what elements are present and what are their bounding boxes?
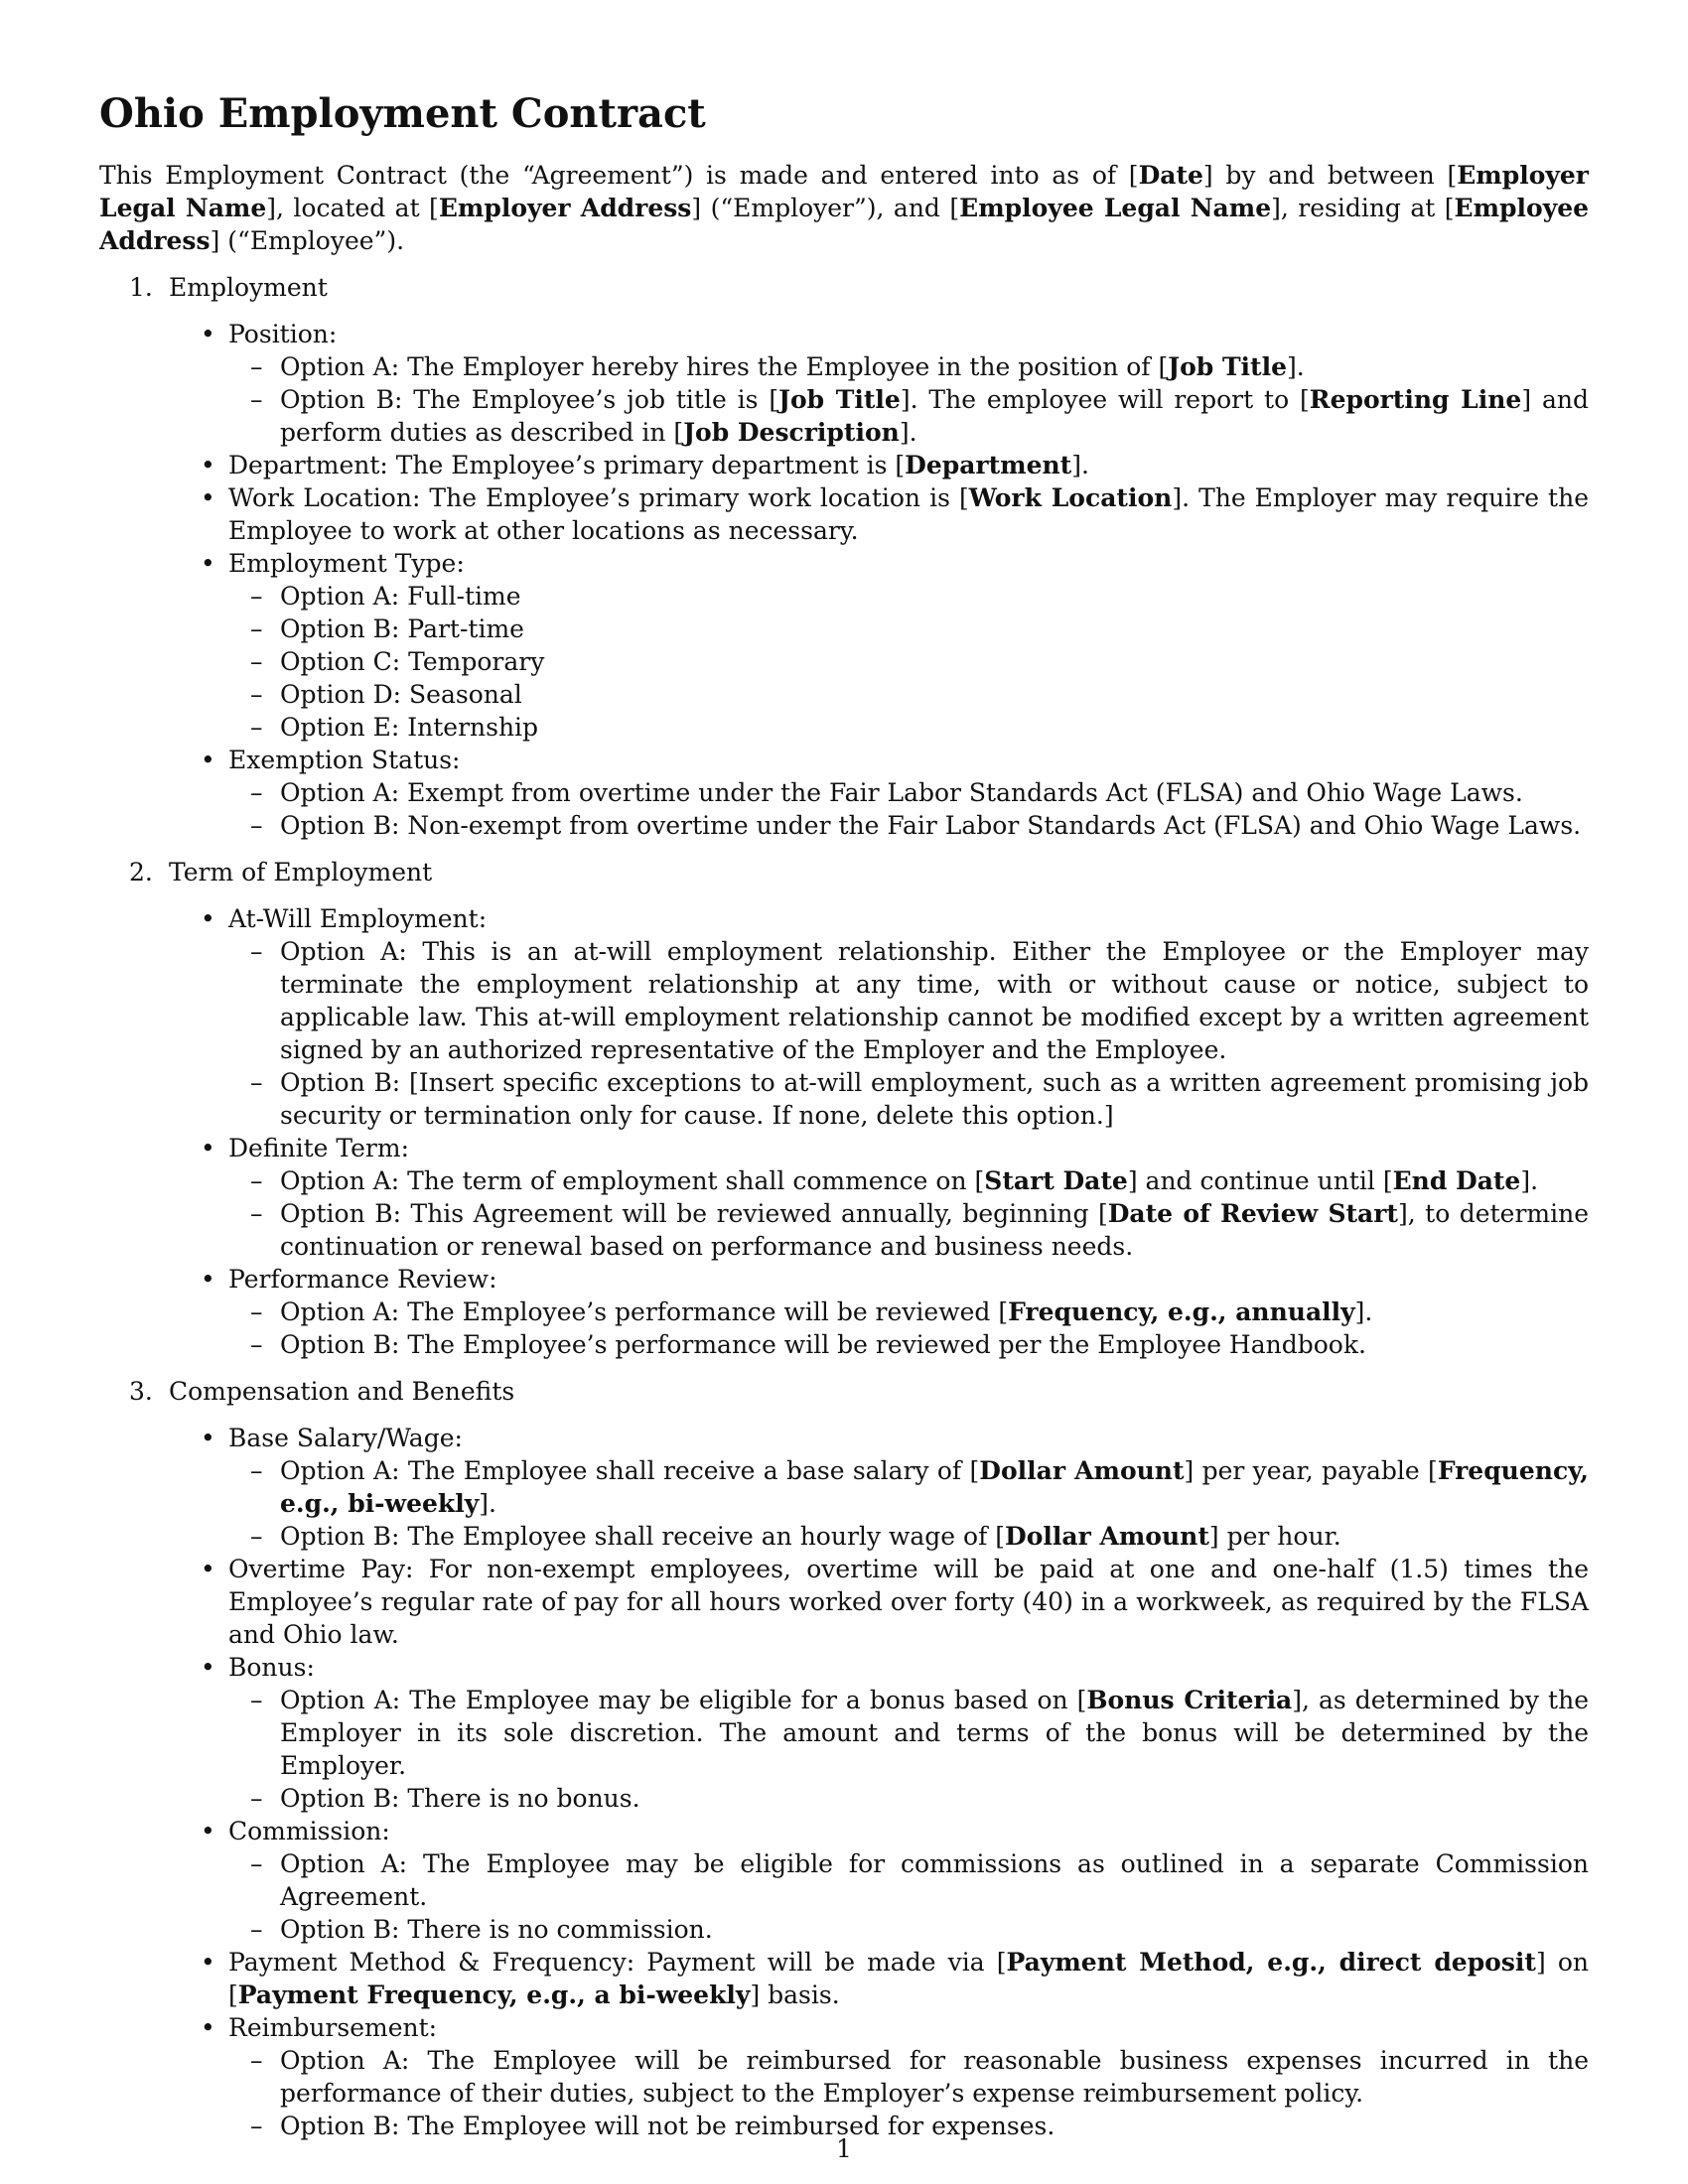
document-page	[99, 89, 1589, 2156]
option-item: – Option A: The Employee’s performance will be reviewed [Frequency, e.g., annually].	[280, 1296, 1589, 1328]
option-item: – Option B: The Employee’s job title is [Job Title]. The employee will report to [Reporting Line] and perform duties as described in [Job Description].	[280, 383, 1589, 449]
option-item: – Option A: The Employee may be eligible for a bonus based on [Bonus Criteria], as determined by the Employer in its sole discretion. The amount and terms of the bonus will be determined by the Employer.	[280, 1684, 1589, 1782]
clause-list	[99, 1422, 1589, 2142]
option-item: – Option B: This Agreement will be reviewed annually, beginning [Date of Review Start], to determine continuation or renewal based on performance and business needs.	[280, 1197, 1589, 1263]
section-list	[99, 271, 1589, 2142]
option-item: – Option B: Non-exempt from overtime under the Fair Labor Standards Act (FLSA) and Ohio Wage Laws.	[280, 809, 1589, 842]
clause-reimbursement: • Reimbursement: – Option A: The Employee will be reimbursed for reasonable business expenses incurred in the performance of their duties, subject to the Employer’s expense reimbursement policy. – Option B: The Employee will not be reimbursed for expenses.	[228, 2011, 1589, 2142]
clause-payment-method: • Payment Method & Frequency: Payment will be made via [Payment Method, e.g., direct deposit] on [Payment Frequency, e.g., a bi-weekly] basis.	[228, 1946, 1589, 2011]
clause-position: • Position: – Option A: The Employer hereby hires the Employee in the position of [Job Title]. – Option B: The Employee’s job title is [Job Title]. The employee will report to [Reporting Line] and perform duties as described in [Job Description].	[228, 318, 1589, 449]
intro-paragraph: This Employment Contract (the “Agreement”) is made and entered into as of [Date] by and between [Employer Legal Name], located at [Employer Address] (“Employer”), and [Employee Legal Name], residing at [Employee Address] (“Employee”).	[99, 161, 1590, 255]
clause-definite-term: • Definite Term: – Option A: The term of employment shall commence on [Start Date] and continue until [End Date]. – Option B: This Agreement will be reviewed annually, beginning [Date of Review Start], to determine continuation or renewal based on performance and business needs.	[228, 1132, 1589, 1263]
section-heading: 1. Employment	[129, 273, 328, 302]
option-item: – Option A: This is an at-will employment relationship. Either the Employee or the Employer may terminate the employment relationship at any time, with or without cause or notice, subject to applicable law. This at-will employment relationship cannot be modified except by a written agreement signed by an authorized representative of the Employer and the Employee.	[280, 935, 1589, 1066]
option-item: – Option A: The Employee may be eligible for commissions as outlined in a separate Commission Agreement.	[280, 1847, 1589, 1913]
option-item: – Option B: There is no bonus.	[280, 1782, 1589, 1815]
clause-list	[99, 902, 1589, 1361]
clause-department: • Department: The Employee’s primary department is [Department].	[228, 449, 1589, 481]
option-item: – Option E: Internship	[280, 711, 1589, 744]
clause-base-salary: • Base Salary/Wage: – Option A: The Employee shall receive a base salary of [Dollar Amount] per year, payable [Frequency, e.g., bi-weekly]. – Option B: The Employee shall receive an hourly wage of [Dollar Amount] per hour.	[228, 1422, 1589, 1553]
option-item: – Option B: There is no commission.	[280, 1913, 1589, 1946]
clause-bonus: • Bonus: – Option A: The Employee may be eligible for a bonus based on [Bonus Criteria], as determined by the Employer in its sole discretion. The amount and terms of the bonus will be determined by the Employer. – Option B: There is no bonus.	[228, 1651, 1589, 1815]
clause-at-will: • At-Will Employment: – Option A: This is an at-will employment relationship. Either the Employee or the Employer may terminate the employment relationship at any time, with or without cause or notice, subject to applicable law. This at-will employment relationship cannot be modified except by a written agreement signed by an authorized representative of the Employer and the Employee. – Option B: [Insert specific exceptions to at-will employment, such as a written agreement promising job security or termination only for cause. If none, delete this option.]	[228, 902, 1589, 1132]
clause-work-location: • Work Location: The Employee’s primary work location is [Work Location]. The Employer may require the Employee to work at other locations as necessary.	[228, 481, 1589, 547]
option-item: – Option A: Full-time	[280, 580, 1589, 613]
clause-list	[99, 318, 1589, 842]
option-item: – Option D: Seasonal	[280, 678, 1589, 711]
page-number: 1	[836, 2134, 852, 2163]
option-item: – Option A: The term of employment shall commence on [Start Date] and continue until [End Date].	[280, 1164, 1589, 1197]
option-item: – Option A: The Employee will be reimbursed for reasonable business expenses incurred in the performance of their duties, subject to the Employer’s expense reimbursement policy.	[280, 2044, 1589, 2110]
section-heading: 2. Term of Employment	[129, 858, 433, 887]
clause-performance-review: • Performance Review: – Option A: The Employee’s performance will be reviewed [Frequency, e.g., annually]. – Option B: The Employee’s performance will be reviewed per the Employee Handbook.	[228, 1263, 1589, 1361]
clause-exemption-status: • Exemption Status: – Option A: Exempt from overtime under the Fair Labor Standards Act (FLSA) and Ohio Wage Laws. – Option B: Non-exempt from overtime under the Fair Labor Standards Act (FLSA) and Ohio Wage Laws.	[228, 744, 1589, 842]
clause-employment-type: • Employment Type: – Option A: Full-time – Option B: Part-time – Option C: Temporary – Option D: Seasonal – Option E: Internship	[228, 547, 1589, 744]
option-item: – Option A: The Employee shall receive a base salary of [Dollar Amount] per year, payable [Frequency, e.g., bi-weekly].	[280, 1454, 1589, 1520]
option-item: – Option B: The Employee shall receive an hourly wage of [Dollar Amount] per hour.	[280, 1520, 1589, 1553]
option-item: – Option B: Part-time	[280, 613, 1589, 645]
option-item: – Option B: The Employee will not be reimbursed for expenses.	[280, 2110, 1589, 2142]
option-item: – Option B: The Employee’s performance will be reviewed per the Employee Handbook.	[280, 1328, 1589, 1361]
section-heading: 3. Compensation and Benefits	[129, 1377, 515, 1406]
section-term-of-employment	[99, 856, 1589, 1361]
section-employment	[99, 271, 1589, 842]
section-compensation	[99, 1375, 1589, 2142]
option-item: – Option A: The Employer hereby hires the Employee in the position of [Job Title].	[280, 350, 1589, 383]
option-item: – Option C: Temporary	[280, 645, 1589, 678]
option-item: – Option B: [Insert specific exceptions to at-will employment, such as a written agreement promising job security or termination only for cause. If none, delete this option.]	[280, 1066, 1589, 1132]
document-title: Ohio Employment Contract	[99, 90, 706, 137]
option-item: – Option A: Exempt from overtime under the Fair Labor Standards Act (FLSA) and Ohio Wage Laws.	[280, 776, 1589, 809]
clause-overtime: • Overtime Pay: For non-exempt employees, overtime will be paid at one and one-half (1.5) times the Employee’s regular rate of pay for all hours worked over forty (40) in a workweek, as required by the FLSA and Ohio law.	[228, 1553, 1589, 1651]
clause-commission: • Commission: – Option A: The Employee may be eligible for commissions as outlined in a separate Commission Agreement. – Option B: There is no commission.	[228, 1815, 1589, 1946]
